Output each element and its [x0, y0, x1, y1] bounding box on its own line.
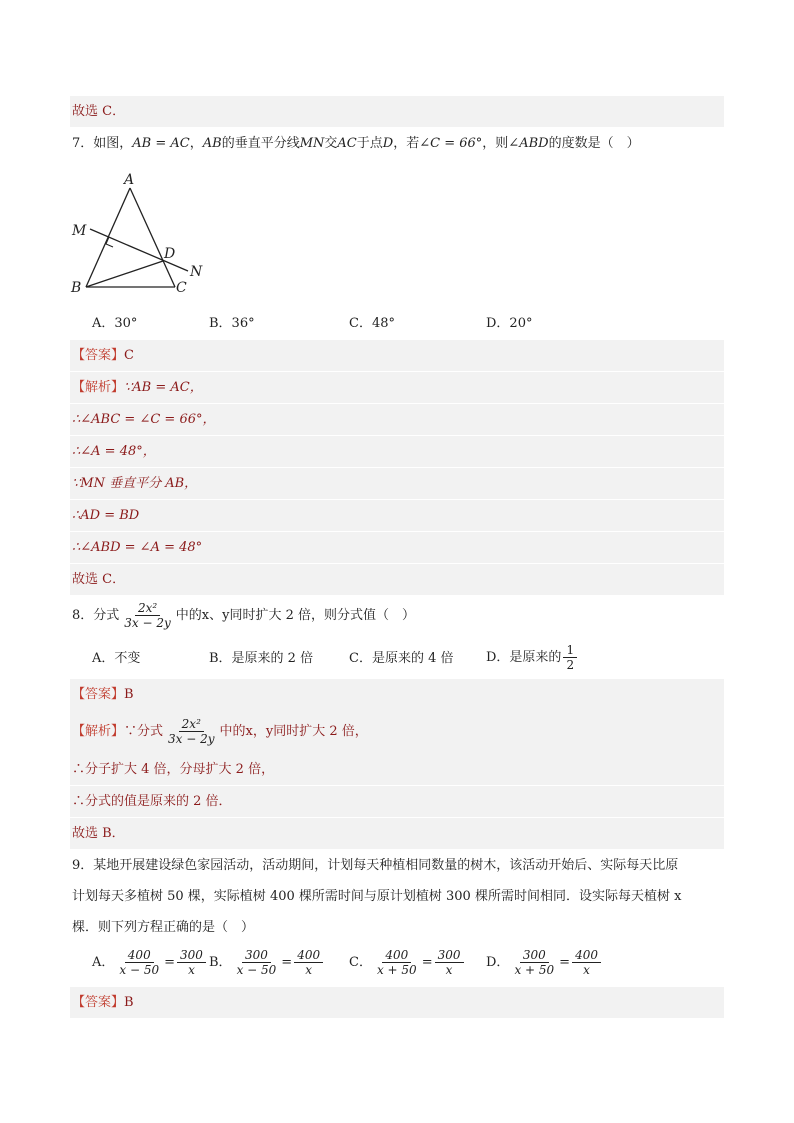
q8-fraction: [121, 601, 174, 630]
q7-analysis-step-6: ∴∠ABD = ∠A = 48°: [72, 540, 203, 555]
q7-analysis-step-4: ∵MN 垂直平分 AB，: [72, 476, 198, 491]
q7-analysis-step-2: ∴∠ABC = ∠C = 66°，: [72, 412, 216, 427]
label-n: N: [190, 264, 203, 280]
q8-stem: [72, 600, 415, 632]
option-fraction: [116, 948, 162, 977]
q7-text: 于点: [356, 136, 383, 151]
analysis-label: 【解析】: [72, 380, 125, 395]
numerator: 400: [294, 948, 323, 963]
option-fraction: [563, 643, 577, 672]
q9-stem-line-1: [72, 858, 678, 874]
option-fraction: [435, 948, 464, 977]
q7-text: 交: [324, 136, 338, 151]
side-ab: [86, 188, 130, 287]
q7-analysis-step-3: ∴∠A = 48°，: [72, 444, 156, 459]
analysis-label: 【解析】: [72, 724, 125, 739]
q7-math: ∠ABD: [508, 136, 549, 151]
q7-answer: [72, 348, 134, 364]
numerator: 300: [520, 948, 549, 963]
segment-bd: [86, 261, 163, 287]
q7-math: AC: [337, 136, 357, 151]
q9-answer: [72, 995, 134, 1011]
answer-value: B: [124, 687, 134, 702]
q7-step-band: [70, 436, 724, 467]
q8-option-b: B．是原来的 2 倍: [209, 651, 314, 666]
numerator: 400: [572, 948, 601, 963]
option-text: D．是原来的: [486, 650, 562, 665]
q8-answer: [72, 687, 134, 703]
denominator: x: [305, 963, 313, 977]
q7-conclusion: 故选 C．: [72, 572, 126, 587]
equals-sign: =: [281, 955, 293, 970]
option-fraction: [177, 948, 206, 977]
equals-sign: =: [164, 955, 176, 970]
q9-option-b: [209, 947, 325, 979]
prev-conclusion-band: [70, 96, 724, 127]
side-ac: [130, 188, 175, 287]
q8-text: 分式: [93, 608, 120, 623]
option-fraction: [374, 948, 420, 977]
q7-step-band: [70, 500, 724, 531]
label-c: C: [176, 280, 187, 296]
q7-text: ，则: [482, 136, 509, 151]
numerator: 400: [125, 948, 154, 963]
q8-option-d: [486, 642, 579, 674]
denominator: x + 50: [376, 963, 417, 977]
q8-analysis-2: ∴分子扩大 4 倍，分母扩大 2 倍，: [72, 762, 275, 777]
q7-option-c: C．48°: [349, 316, 395, 331]
answer-value: B: [124, 995, 134, 1010]
label-d: D: [164, 246, 176, 262]
q8-conclusion: 故选 B．: [72, 826, 125, 841]
q8-analysis-3: ∴分式的值是原来的 2 倍．: [72, 794, 232, 809]
denominator: x − 50: [119, 963, 160, 977]
q7-analysis-step-5: ∴AD = BD: [72, 508, 140, 523]
analysis-text: ∵分式: [124, 724, 164, 739]
numerator: 400: [382, 948, 411, 963]
q7-option-a: A．30°: [92, 316, 138, 331]
q8-number: 8．: [72, 608, 94, 623]
q7-math: AB = AC: [132, 136, 190, 151]
q7-text: 的垂直平分线: [221, 136, 300, 151]
q7-option-d: D．20°: [486, 316, 533, 331]
q7-answer-band: [70, 340, 724, 371]
option-fraction: [294, 948, 323, 977]
numerator: 1: [563, 643, 577, 658]
analysis-text: 中的x，y同时扩大 2 倍，: [219, 724, 368, 739]
answer-value: C: [124, 348, 134, 363]
label-m: M: [72, 223, 87, 239]
q8-analysis-1: [72, 716, 368, 748]
answer-label: 【答案】: [72, 687, 125, 702]
q9-stem-line-3: 棵．则下列方程正确的是（ ）: [72, 920, 255, 935]
q8-analysis-fraction: [165, 717, 218, 746]
q8-text: 中的x、y同时扩大 2 倍，则分式值（ ）: [175, 608, 416, 623]
denominator: x: [445, 963, 453, 977]
q8-option-a: A．不变: [92, 651, 141, 666]
q7-math: ∠C = 66°: [419, 136, 483, 151]
option-fraction: [572, 948, 601, 977]
step-text: ∵AB = AC，: [124, 380, 203, 395]
answer-label: 【答案】: [72, 995, 125, 1010]
q7-stem: [72, 136, 640, 152]
numerator: 300: [177, 948, 206, 963]
q7-text: ，: [189, 136, 203, 151]
denominator: x − 50: [236, 963, 277, 977]
equals-sign: =: [559, 955, 571, 970]
q7-math: AB: [202, 136, 222, 151]
q7-text: 的度数是（ ）: [548, 136, 640, 151]
q7-option-b: B．36°: [209, 316, 255, 331]
numerator: 2x²: [179, 717, 204, 732]
q9-option-a: [92, 947, 208, 979]
label-a: A: [124, 172, 135, 188]
denominator: x + 50: [514, 963, 555, 977]
q9-number: 9．: [72, 858, 94, 873]
option-fraction: [511, 948, 557, 977]
q9-option-d: [486, 947, 603, 979]
option-label: C．: [349, 955, 372, 970]
q7-text: ，若: [393, 136, 420, 151]
denominator: 3x − 2y: [124, 616, 171, 630]
q7-conclusion-band: [70, 564, 724, 595]
q8-answer-band: [70, 679, 724, 710]
equals-sign: =: [421, 955, 433, 970]
denominator: x: [188, 963, 195, 977]
answer-label: 【答案】: [72, 348, 125, 363]
q9-answer-band: [70, 987, 724, 1018]
numerator: 300: [242, 948, 271, 963]
option-label: A．: [92, 955, 115, 970]
prev-conclusion: 故选 C．: [72, 104, 126, 119]
label-b: B: [71, 280, 82, 296]
option-label: D．: [486, 955, 510, 970]
denominator: x: [583, 963, 590, 977]
q7-triangle-figure: [68, 165, 218, 300]
numerator: 300: [435, 948, 464, 963]
q7-math: MN: [299, 136, 325, 151]
q8-conclusion-band: [70, 818, 724, 849]
q7-text: 如图，: [93, 136, 133, 151]
q9-option-c: [349, 947, 466, 979]
q9-text: 某地开展建设绿色家园活动，活动期间，计划每天种植相同数量的树木，该活动开始后、实际每天比原: [93, 858, 679, 873]
numerator: 2x²: [135, 601, 160, 616]
q8-option-c: C．是原来的 4 倍: [349, 651, 454, 666]
q9-stem-line-2: 计划每天多植树 50 棵，实际植树 400 棵所需时间与原计划植树 300 棵所需时间相同．设实际每天植树 x: [72, 889, 682, 904]
option-fraction: [234, 948, 280, 977]
q7-analysis-step-1: [72, 380, 203, 396]
denominator: 2: [566, 658, 575, 672]
option-label: B．: [209, 955, 232, 970]
denominator: 3x − 2y: [168, 732, 215, 746]
q7-math: D: [382, 136, 394, 151]
q7-number: 7．: [72, 136, 94, 151]
